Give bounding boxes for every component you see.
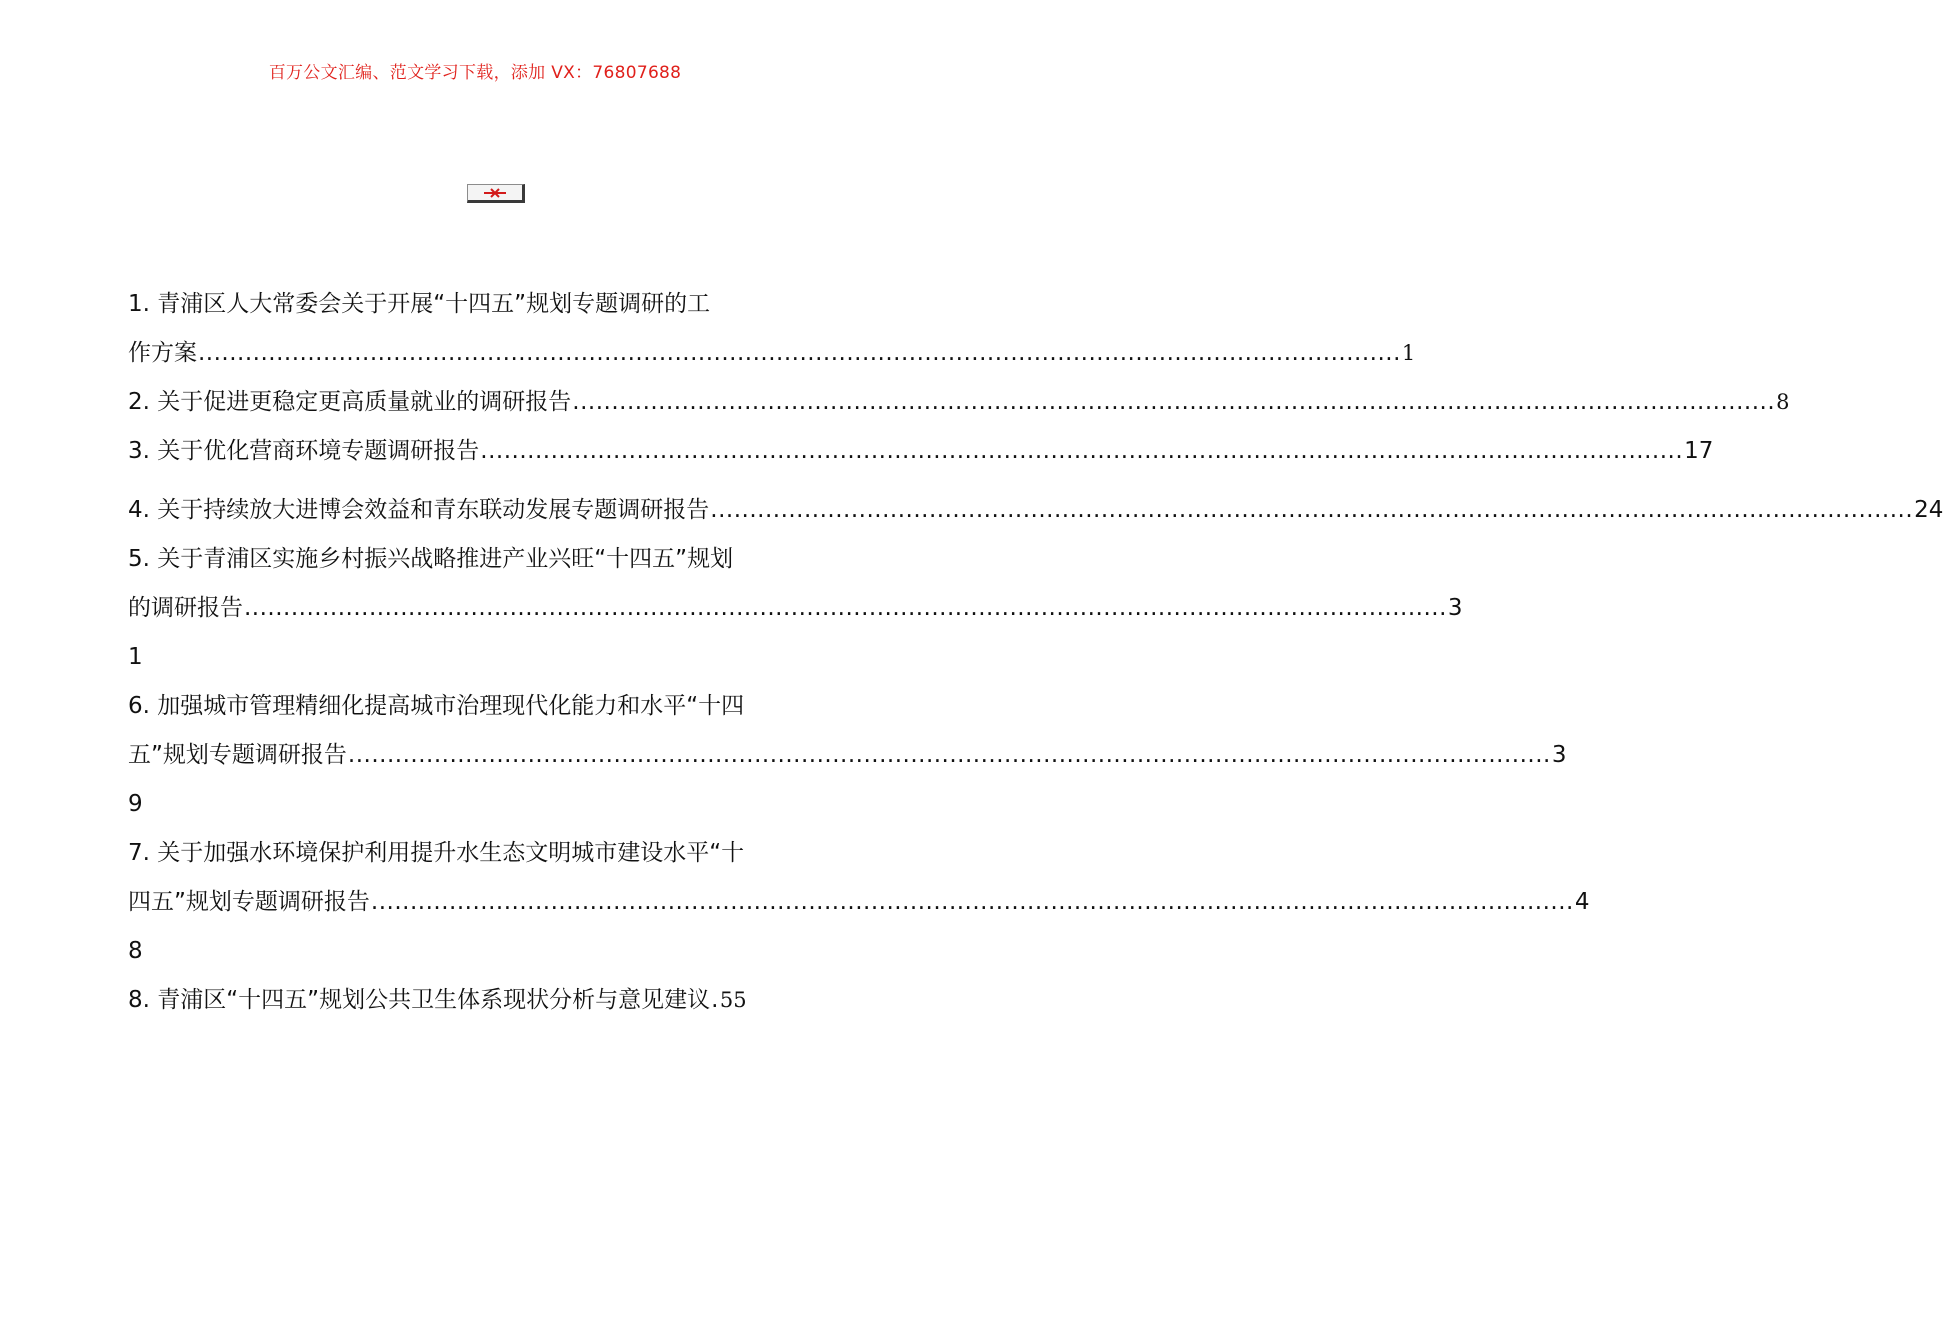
toc-entry-7[interactable] <box>128 829 1590 976</box>
toc-page-number: 55 <box>719 988 747 1012</box>
toc-leader-dots: . <box>711 987 719 1013</box>
toc-entry-title: 4. 关于持续放大进博会效益和青东联动发展专题调研报告 <box>128 497 710 523</box>
toc-entry-title: 5. 关于青浦区实施乡村振兴战略推进产业兴旺“十四五”规划 <box>128 546 734 572</box>
toc-page-number: 8 <box>1776 390 1790 414</box>
toc-entry-3[interactable] <box>128 427 1714 476</box>
toc-entry-title: 2. 关于促进更稳定更高质量就业的调研报告 <box>128 389 572 415</box>
toc-leader-dots: .......................................................................................................................................................... <box>572 389 1776 415</box>
toc-entry-title-cont: 作方案 <box>128 340 197 366</box>
toc-leader-dots: .......................................................................................................................................................... <box>244 595 1447 621</box>
toc-entry-8[interactable] <box>128 976 836 1025</box>
toc-page-number: 17 <box>1684 438 1714 464</box>
toc-page-number: 1 <box>1401 341 1416 365</box>
watermark-header: 百万公文汇编、范文学习下载，添加 VX：76807688 <box>268 63 682 83</box>
toc-page-number: 4 <box>1574 889 1590 915</box>
toc-page-number-wrap: 8 <box>128 938 143 964</box>
toc-leader-dots: .......................................................................................................................................................... <box>710 497 1914 523</box>
toc-page-number-wrap: 9 <box>128 791 143 817</box>
toc-page-number: 3 <box>1447 595 1463 621</box>
toc-entry-5[interactable] <box>128 535 1463 682</box>
toc-entry-title-cont: 四五”规划专题调研报告 <box>128 889 370 915</box>
toc-page-number: 24 <box>1914 497 1943 523</box>
toc-entry-6[interactable] <box>128 682 1567 829</box>
toc-entry-4[interactable] <box>128 486 1943 535</box>
toc-leader-dots: .......................................................................................................................................................... <box>347 742 1551 768</box>
toc-entry-title-cont: 的调研报告 <box>128 595 243 621</box>
toc-entry-1[interactable] <box>128 280 1416 378</box>
toc-page-number: 3 <box>1551 742 1567 768</box>
toc-leader-dots: .......................................................................................................................................................... <box>480 438 1684 464</box>
broken-image-icon <box>467 184 525 203</box>
toc-entry-2[interactable] <box>128 378 1790 427</box>
toc-page-number-wrap: 1 <box>128 644 143 670</box>
toc-entry-title: 3. 关于优化营商环境专题调研报告 <box>128 438 480 464</box>
toc-entry-title-cont: 五”规划专题调研报告 <box>128 742 347 768</box>
toc-leader-dots: .......................................................................................................................................................... <box>370 889 1574 915</box>
toc-entry-title: 8. 青浦区“十四五”规划公共卫生体系现状分析与意见建议 <box>128 987 711 1013</box>
broken-image-glyph <box>484 189 506 197</box>
toc-entry-title: 6. 加强城市管理精细化提高城市治理现代化能力和水平“十四 <box>128 693 745 719</box>
toc-entry-title: 7. 关于加强水环境保护利用提升水生态文明城市建设水平“十 <box>128 840 745 866</box>
table-of-contents <box>128 280 1943 1025</box>
toc-leader-dots: .......................................................................................................................................................... <box>198 340 1401 366</box>
toc-entry-title: 1. 青浦区人大常委会关于开展“十四五”规划专题调研的工 <box>128 291 711 317</box>
